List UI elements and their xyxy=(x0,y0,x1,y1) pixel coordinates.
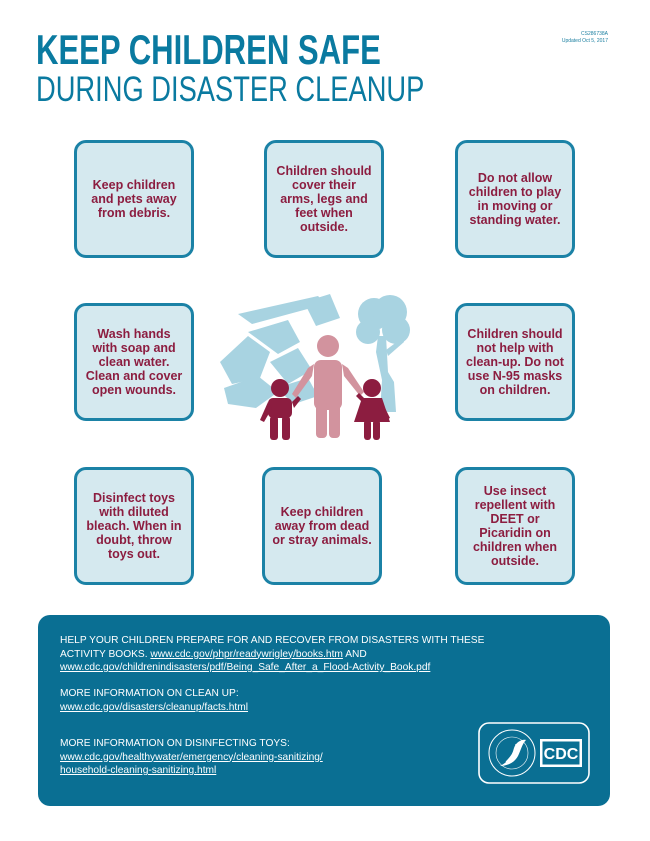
tip-text: Children should cover their arms, legs and feet when outside. xyxy=(276,164,372,234)
page-subtitle: DURING DISASTER CLEANUP xyxy=(36,70,425,109)
tip-card-animals xyxy=(262,467,382,585)
tip-text: Do not allow children to play in moving or standing water. xyxy=(468,171,562,227)
tip-card-cover-skin xyxy=(264,140,384,258)
readywrigley-books-link[interactable]: www.cdc.gov/phpr/readywrigley/books.htm xyxy=(150,648,343,660)
activity-books-text xyxy=(60,634,500,675)
tip-card-wash-hands xyxy=(74,303,194,421)
tip-card-no-cleanup xyxy=(455,303,575,421)
adult-figure xyxy=(292,335,364,438)
tip-card-disinfect-toys xyxy=(74,467,194,585)
cleaning-sanitizing-link-line1: www.cdc.gov/healthywater/emergency/cleaning-sanitizing/ xyxy=(60,751,323,763)
document-id-number: CS286738A xyxy=(581,31,608,37)
cleanup-facts-link[interactable]: www.cdc.gov/disasters/cleanup/facts.html xyxy=(60,701,248,713)
tree-shape xyxy=(356,295,410,412)
hhs-seal-icon xyxy=(489,730,535,776)
cdc-logo-text: CDC xyxy=(543,746,579,763)
toys-info xyxy=(60,737,323,778)
cleanup-heading: MORE INFORMATION ON CLEAN UP: xyxy=(60,688,239,699)
tip-card-debris xyxy=(74,140,194,258)
toys-heading: MORE INFORMATION ON DISINFECTING TOYS: xyxy=(60,738,290,749)
tip-text: Children should not help with clean-up. Do not use N-95 masks on children. xyxy=(466,327,564,397)
cleaning-sanitizing-link[interactable] xyxy=(60,752,323,777)
cleanup-info xyxy=(60,687,248,714)
document-id xyxy=(562,31,608,45)
tip-text: Wash hands with soap and clean water. Clean and cover open wounds. xyxy=(85,327,183,397)
document-updated-date: Updated Oct 5, 2017 xyxy=(561,38,608,44)
cleaning-sanitizing-link-line2: household-cleaning-sanitizing.html xyxy=(60,765,217,776)
family-cleanup-illustration xyxy=(218,292,418,442)
page-title: KEEP CHILDREN SAFE xyxy=(36,26,381,73)
tip-text: Keep children and pets away from debris. xyxy=(91,178,177,220)
tip-card-water xyxy=(455,140,575,258)
tip-text: Keep children away from dead or stray animals. xyxy=(272,505,372,547)
tip-text: Disinfect toys with diluted bleach. When in doubt, throw toys out. xyxy=(86,491,182,561)
activity-books-heading: HELP YOUR CHILDREN PREPARE FOR AND RECOVER FROM DISASTERS WITH THESE ACTIVITY BOOKS. xyxy=(60,635,485,660)
tip-card-insect-repellent xyxy=(455,467,575,585)
more-info-panel xyxy=(38,615,610,806)
tip-text: Use insect repellent with DEET or Picaridin on children when outside. xyxy=(472,484,558,568)
activity-books-and: AND xyxy=(345,648,367,660)
flood-activity-book-link[interactable]: www.cdc.gov/childrenindisasters/pdf/Being_Safe_After_a_Flood-Activity_Book.pdf xyxy=(60,662,431,673)
cdc-logo-icon xyxy=(478,722,590,784)
